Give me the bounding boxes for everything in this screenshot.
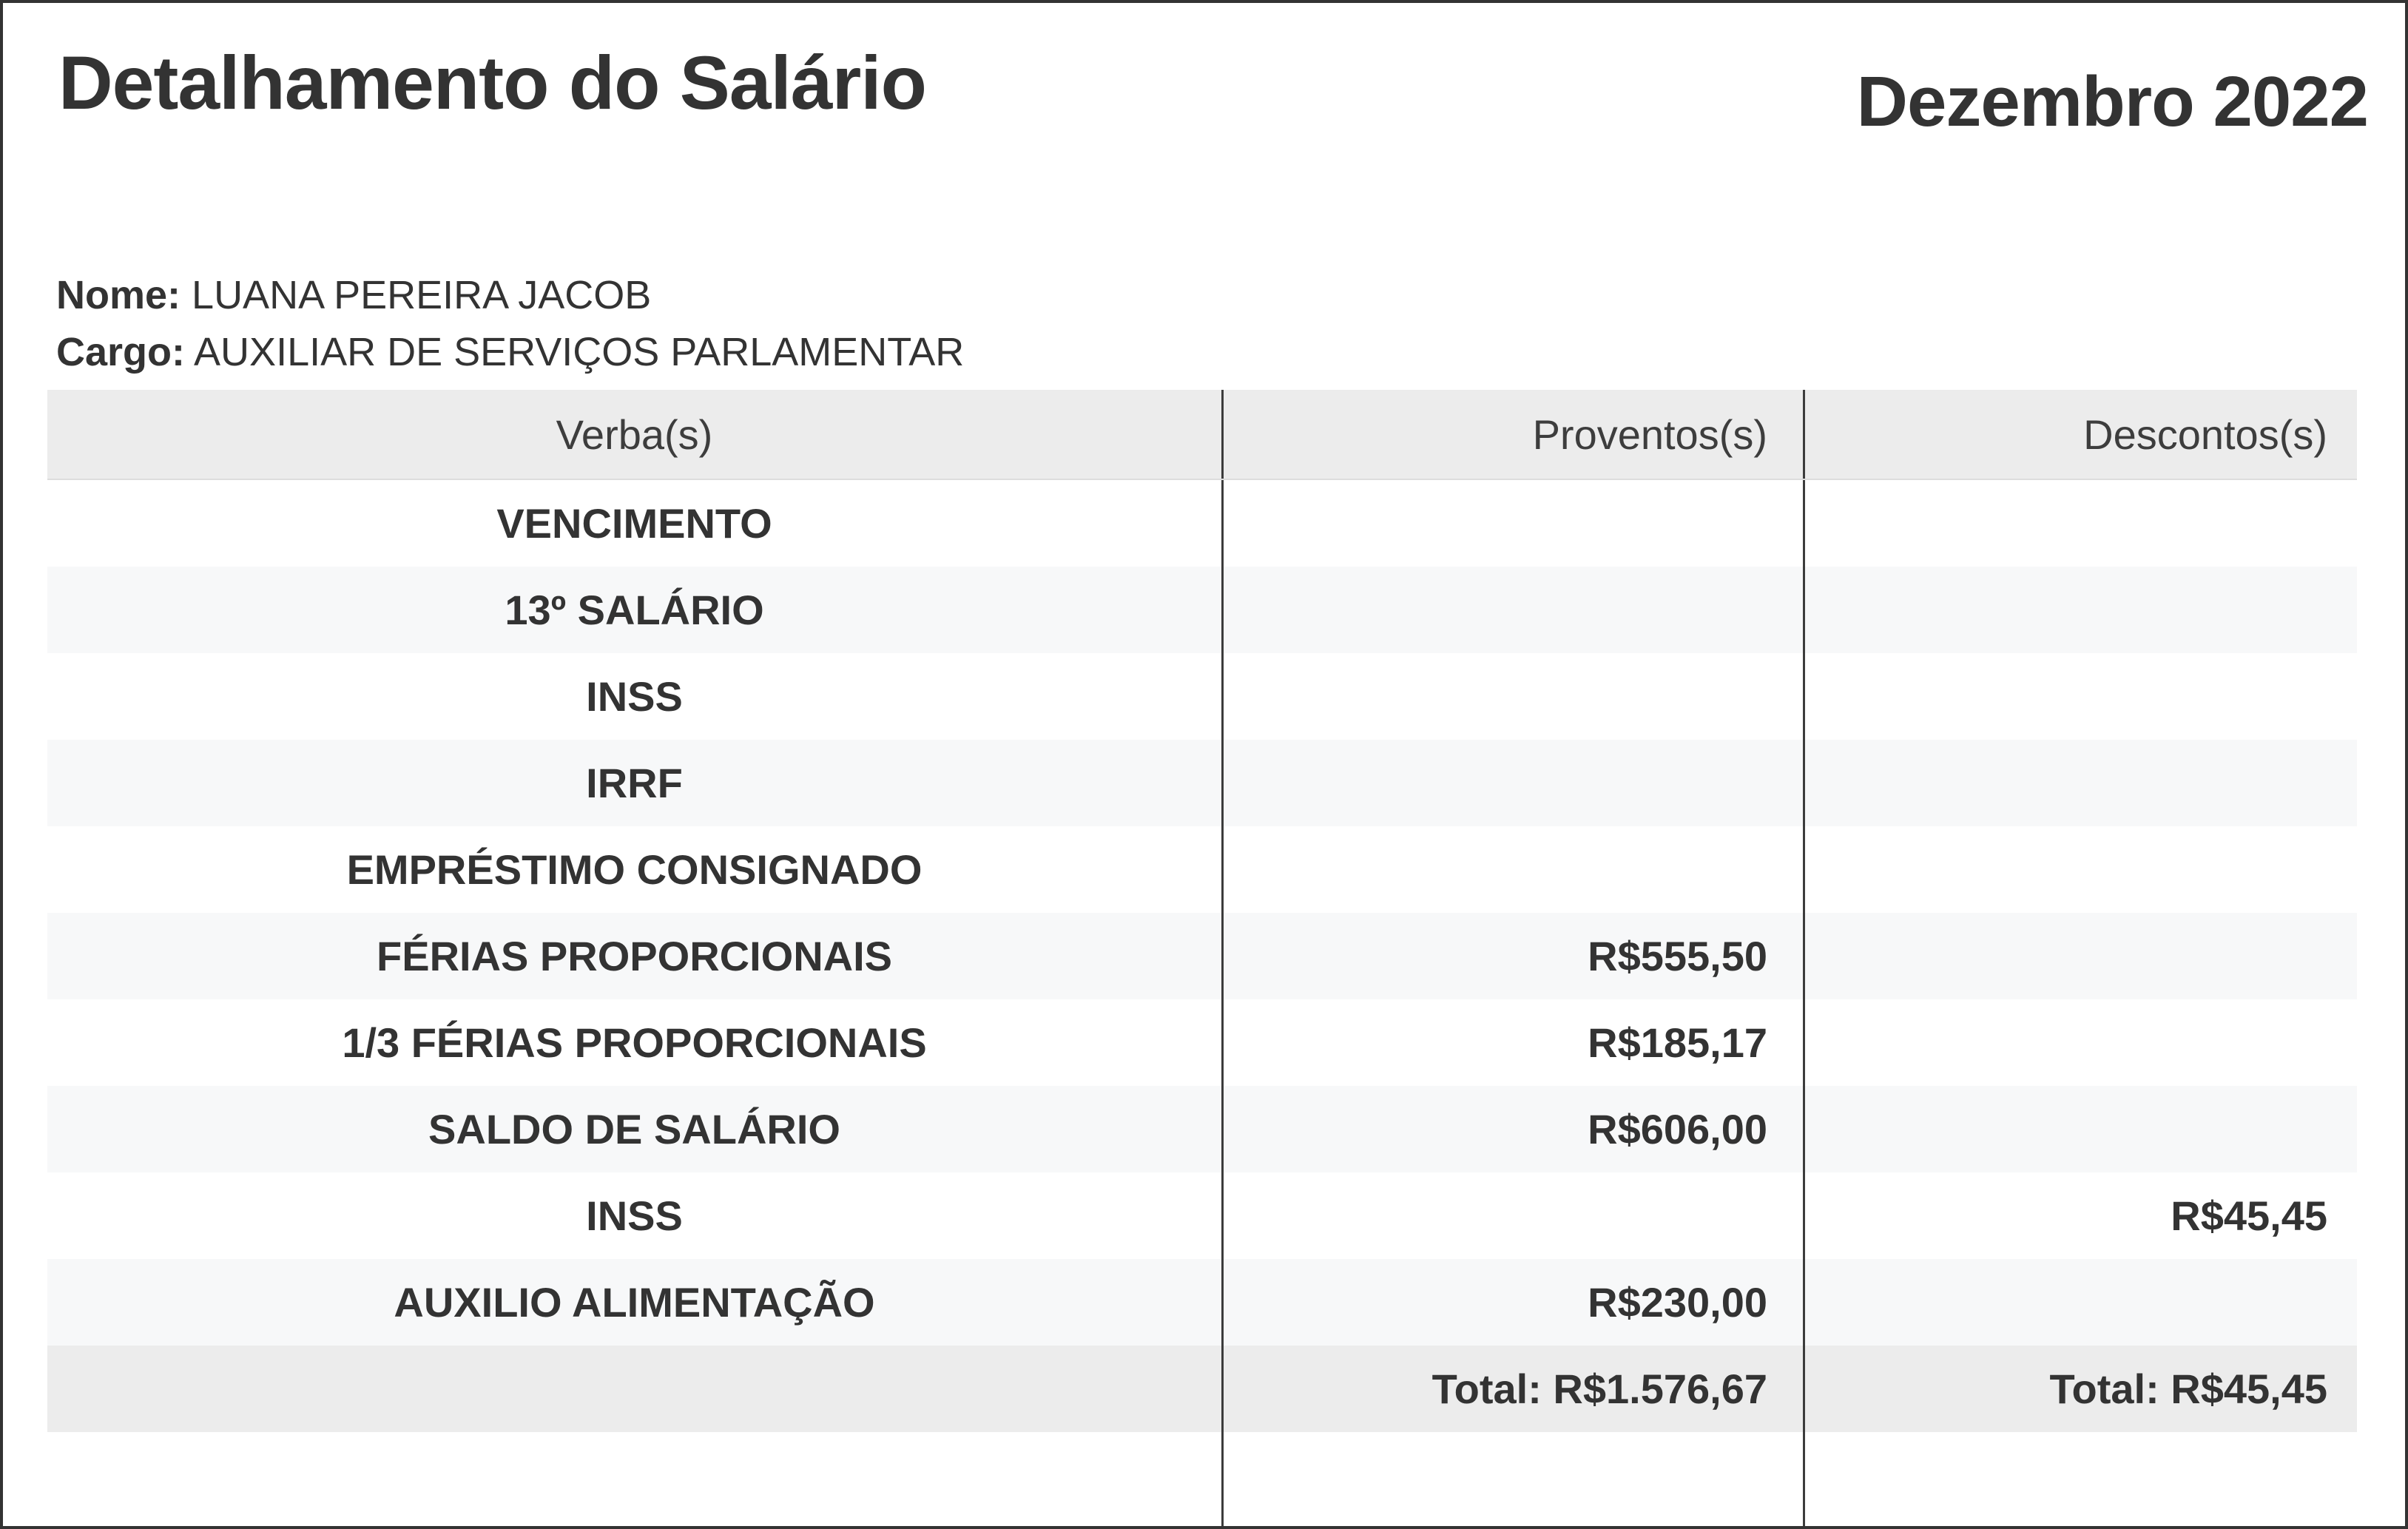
page-title: Detalhamento do Salário	[58, 41, 926, 125]
spacer-cell	[1221, 1432, 1803, 1526]
spacer-cell	[1803, 1432, 2363, 1526]
employee-role-label: Cargo:	[56, 330, 185, 375]
page-header	[3, 3, 2405, 143]
proventos-total: Total: R$1.576,67	[1221, 1346, 1803, 1432]
proventos-cell: R$555,50	[1221, 913, 1803, 999]
verba-cell: AUXILIO ALIMENTAÇÃO	[394, 1279, 875, 1326]
descontos-cell	[1803, 653, 2363, 740]
descontos-cell	[1803, 567, 2363, 653]
proventos-cell	[1221, 567, 1803, 653]
column-header-proventos: Proventos(s)	[1221, 390, 1803, 479]
employee-info	[56, 267, 2405, 381]
column-header-descontos: Descontos(s)	[1803, 390, 2363, 479]
verba-cell: EMPRÉSTIMO CONSIGNADO	[346, 846, 923, 894]
proventos-cell	[1221, 826, 1803, 913]
descontos-cell	[1803, 480, 2363, 567]
verba-cell: INSS	[586, 673, 683, 720]
table-row	[47, 1259, 2357, 1346]
proventos-cell	[1221, 653, 1803, 740]
period-label: Dezembro 2022	[1856, 62, 2368, 141]
table-row	[47, 480, 2357, 567]
verba-cell: FÉRIAS PROPORCIONAIS	[377, 933, 892, 980]
salary-table	[47, 390, 2357, 1526]
descontos-cell	[1803, 999, 2363, 1086]
table-body	[47, 480, 2357, 1346]
employee-name-line	[56, 267, 2405, 324]
descontos-cell	[1803, 1259, 2363, 1346]
verba-cell: 13º SALÁRIO	[505, 587, 764, 634]
totals-empty-cell	[47, 1346, 1221, 1432]
descontos-cell	[1803, 1086, 2363, 1172]
verba-cell: SALDO DE SALÁRIO	[428, 1106, 840, 1153]
verba-cell: VENCIMENTO	[496, 500, 772, 547]
table-footer-spacer	[47, 1432, 2357, 1526]
descontos-cell	[1803, 826, 2363, 913]
table-row	[47, 999, 2357, 1086]
employee-name-value: LUANA PEREIRA JACOB	[192, 273, 652, 317]
proventos-cell: R$230,00	[1221, 1259, 1803, 1346]
descontos-cell: R$45,45	[1803, 1172, 2363, 1259]
table-row	[47, 913, 2357, 999]
verba-cell: IRRF	[586, 760, 683, 807]
table-row	[47, 826, 2357, 913]
table-row	[47, 653, 2357, 740]
spacer-cell	[47, 1432, 1221, 1526]
table-row	[47, 567, 2357, 653]
descontos-cell	[1803, 740, 2363, 826]
verba-cell: INSS	[586, 1192, 683, 1240]
table-row	[47, 1086, 2357, 1172]
table-header-row	[47, 390, 2357, 480]
table-row	[47, 1172, 2357, 1259]
totals-row	[47, 1346, 2357, 1432]
proventos-cell: R$185,17	[1221, 999, 1803, 1086]
proventos-cell: R$606,00	[1221, 1086, 1803, 1172]
table-row	[47, 740, 2357, 826]
proventos-cell	[1221, 480, 1803, 567]
employee-role-value: AUXILIAR DE SERVIÇOS PARLAMENTAR	[194, 330, 965, 375]
descontos-cell	[1803, 913, 2363, 999]
verba-cell: 1/3 FÉRIAS PROPORCIONAIS	[342, 1019, 927, 1067]
proventos-cell	[1221, 740, 1803, 826]
employee-role-line	[56, 324, 2405, 381]
proventos-cell	[1221, 1172, 1803, 1259]
employee-name-label: Nome:	[56, 273, 181, 317]
column-header-verba: Verba(s)	[556, 411, 713, 458]
descontos-total: Total: R$45,45	[1803, 1346, 2363, 1432]
